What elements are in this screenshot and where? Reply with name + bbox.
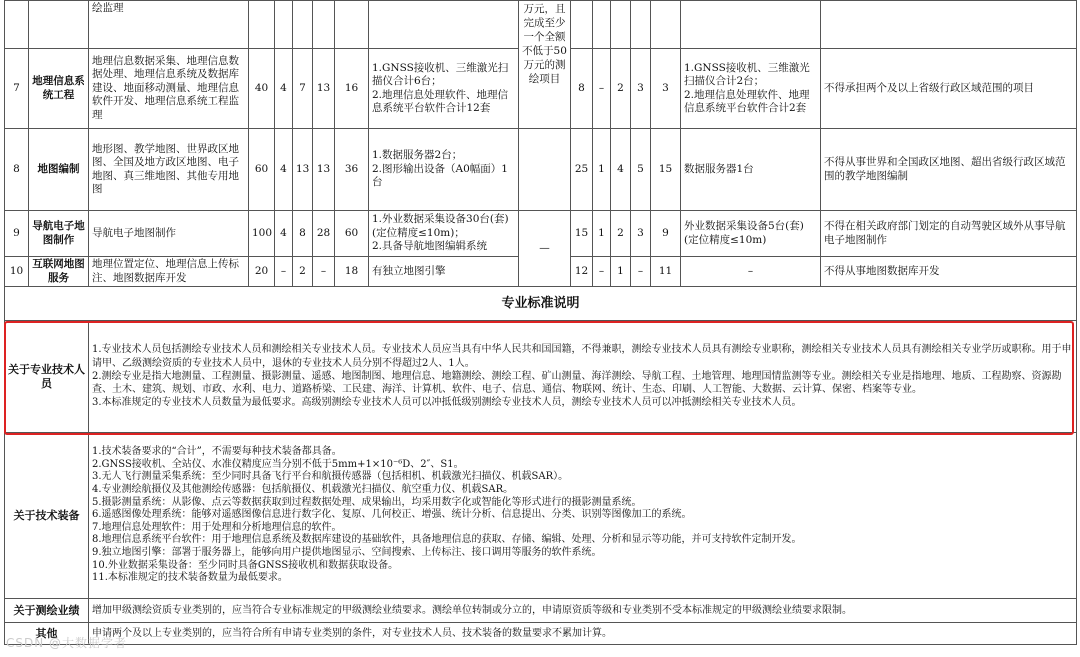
cell	[29, 1, 89, 49]
grade-a-count: 4	[275, 129, 293, 211]
watermark: CSDN @大数据学者	[6, 636, 128, 650]
qualification-standards-table	[4, 0, 1077, 645]
note-line: 3.无人飞行测量采集系统：至少同时具备飞行平台和航摄传感器（包括相机、机载激光扫描仪、机载SAR）。	[92, 471, 569, 483]
cell	[293, 1, 313, 49]
grade-b-count: 3	[631, 211, 651, 257]
note-line: 6.遥感图像处理系统：能够对遥感图像信息进行数字化、复原、几何校正、增强、统计分析、信息提出、分类、识别等图像加工的系统。	[92, 509, 692, 521]
note-line: 2.测绘专业是指大地测量、工程测量、摄影测量、遥感、地图制图、地理信息、地籍测绘、测绘工程、矿山测量、海洋测绘、导航工程、土地管理、地理国情监测等专业。测绘相关专业是指地理、地质、工程勘察、资源勘查、土木、建筑、规划、市政、水利、电力、道路桥梁、工民建、海洋、计算机、软件、电子、信息、通信、物联网、统计、生态、印刷、人工智能、大数据、云计算、保密、档案等专业。	[92, 370, 1062, 396]
note-label: 关于技术装备	[5, 433, 89, 599]
cell	[5, 1, 29, 49]
note-line: 10.外业数据采集设备：至少同时具备GNSS接收机和数据获取设备。	[92, 559, 399, 571]
grade-b-count: 1	[593, 129, 611, 211]
cell	[651, 1, 681, 49]
cell	[369, 1, 519, 49]
grade-b-count: 3	[651, 49, 681, 129]
note-content	[89, 433, 1077, 599]
note-line: 3.本标准规定的专业技术人员数量为最低要求。高级别测绘专业技术人员可以冲抵低级别测绘专业技术人员，测绘专业技术人员可以冲抵测绘相关专业技术人员。	[92, 397, 802, 409]
grade-a-count: 13	[313, 129, 335, 211]
grade-a-count: 40	[249, 49, 275, 129]
performance-note	[519, 129, 571, 211]
row-work-scope: 地形图、教学地图、世界政区地图、全国及地方政区地图、电子地图、真三维地图、其他专用地图	[89, 129, 249, 211]
note-line: 7.地理信息处理软件：用于处理和分析地理信息的软件。	[92, 521, 342, 533]
note-row	[5, 433, 1077, 599]
cell	[275, 1, 293, 49]
grade-a-count: 28	[313, 211, 335, 257]
cell	[681, 1, 821, 49]
cell	[821, 1, 1077, 49]
row-number: 8	[5, 129, 29, 211]
grade-b-equipment: 1.GNSS接收机、三维激光扫描仪合计2台； 2.地理信息处理软件、地理信息系统平台软件合计2套	[681, 49, 821, 129]
row-work-scope: 地理信息数据采集、地理信息数据处理、地理信息系统及数据库建设、地面移动测量、地理信息软件开发、地理信息系统工程监理	[89, 49, 249, 129]
performance-note: —	[519, 211, 571, 287]
row-number: 10	[5, 257, 29, 287]
grade-b-count: 8	[571, 49, 593, 129]
grade-b-count: –	[593, 49, 611, 129]
table-row	[5, 1, 1077, 49]
grade-b-count: 25	[571, 129, 593, 211]
grade-a-count: 13	[293, 129, 313, 211]
note-content: 增加甲级测绘资质专业类别的，应当符合专业标准规定的甲级测绘业绩要求。测绘单位转制或分立的，申请原资质等级和专业类别不受本标准规定的甲级测绘业绩要求限制。	[89, 599, 1077, 623]
cell	[571, 1, 593, 49]
table-row	[5, 211, 1077, 257]
note-row	[5, 623, 1077, 645]
grade-b-count: 3	[631, 49, 651, 129]
grade-b-count: –	[631, 257, 651, 287]
grade-a-equipment: 1.数据服务器2台； 2.图形输出设备（A0幅面）1台	[369, 129, 519, 211]
grade-a-count: –	[313, 257, 335, 287]
grade-a-count: 36	[335, 129, 369, 211]
grade-b-limit: 不得从事地图数据库开发	[821, 257, 1077, 287]
note-content: 申请两个及以上专业类别的，应当符合所有申请专业类别的条件，对专业技术人员、技术装备的数量要求不累加计算。	[89, 623, 1077, 645]
row-number: 9	[5, 211, 29, 257]
grade-b-count: 4	[611, 129, 631, 211]
grade-b-count: 2	[611, 211, 631, 257]
grade-a-equipment: 1.GNSS接收机、三维激光扫描仪合计6台； 2.地理信息处理软件、地理信息系统平台软件合计12套	[369, 49, 519, 129]
grade-a-count: 100	[249, 211, 275, 257]
grade-b-count: 12	[571, 257, 593, 287]
note-line: 5.摄影测量系统：从影像、点云等数据获取到过程数据处理、成果输出，均采用数字化或智能化等形式进行的摄影测量系统。	[92, 496, 642, 508]
grade-b-count: 1	[611, 257, 631, 287]
note-line: 11.本标准规定的技术装备数量为最低要求。	[92, 572, 288, 584]
row-number: 7	[5, 49, 29, 129]
section-title-row	[5, 287, 1077, 321]
note-line: 1.专业技术人员包括测绘专业技术人员和测绘相关专业技术人员。专业技术人员应当具有中华人民共和国国籍，不得兼职，测绘专业技术人员具有测绘专业职称，测绘相关专业技术人员具有测绘相关专业学历或职称。用于申请甲、乙级测绘资质的专业技术人员中，退休的专业技术人员分别不得超过2人、1人。	[92, 344, 1072, 369]
grade-b-limit: 不得在相关政府部门划定的自动驾驶区域外从事导航电子地图制作	[821, 211, 1077, 257]
table-row	[5, 129, 1077, 211]
cell	[313, 1, 335, 49]
grade-b-count: 9	[651, 211, 681, 257]
grade-a-equipment: 1.外业数据采集设备30台(套)(定位精度≤10m)； 2.具备导航地图编辑系统	[369, 211, 519, 257]
row-category: 导航电子地图制作	[29, 211, 89, 257]
grade-b-count: 11	[651, 257, 681, 287]
section-title: 专业标准说明	[5, 287, 1077, 321]
grade-a-count: 13	[313, 49, 335, 129]
grade-a-count: 60	[335, 211, 369, 257]
note-row	[5, 599, 1077, 623]
grade-b-equipment: –	[681, 257, 821, 287]
note-line: 1.技术装备要求的“合计”，不需要每种技术装备都具备。	[92, 446, 342, 458]
grade-b-limit: 不得从事世界和全国政区地图、超出省级行政区域范围的教学地图编制	[821, 129, 1077, 211]
grade-a-count: 18	[335, 257, 369, 287]
grade-a-count: 7	[293, 49, 313, 129]
note-label: 关于测绘业绩	[5, 599, 89, 623]
grade-b-count: 5	[631, 129, 651, 211]
row-work-scope: 绘监理	[89, 1, 249, 49]
grade-a-count: 8	[293, 211, 313, 257]
grade-a-count: 16	[335, 49, 369, 129]
note-row	[5, 321, 1077, 433]
note-line: 8.地理信息系统平台软件：用于地理信息系统及数据库建设的基础软件，具备地理信息的获取、存储、编辑、处理、分析和显示等功能，并可支持软件定制开发。	[92, 534, 802, 546]
note-label: 其他	[5, 623, 89, 645]
cell	[335, 1, 369, 49]
note-content	[89, 321, 1077, 433]
note-line: 2.GNSS接收机、全站仪、水准仪精度应当分别不低于5mm+1×10⁻⁶D、2″、S1。	[92, 458, 464, 470]
row-work-scope: 地理位置定位、地理信息上传标注、地图数据库开发	[89, 257, 249, 287]
grade-b-count: 2	[611, 49, 631, 129]
note-line: 4.专业测绘航摄仪及其他测绘传感器：包括航摄仪、机载激光扫描仪、航空重力仪、机载SAR。	[92, 484, 514, 496]
grade-a-count: 20	[249, 257, 275, 287]
row-category: 地图编制	[29, 129, 89, 211]
row-work-scope: 导航电子地图制作	[89, 211, 249, 257]
cell	[593, 1, 611, 49]
note-label: 关于专业技术人员	[5, 321, 89, 433]
row-category: 地理信息系统工程	[29, 49, 89, 129]
grade-b-equipment: 数据服务器1台	[681, 129, 821, 211]
note-line: 9.独立地图引擎：部署于服务器上，能够向用户提供地图显示、空间搜索、上传标注、接口调用等服务的软件系统。	[92, 546, 602, 558]
cell	[611, 1, 631, 49]
row-category: 互联网地图服务	[29, 257, 89, 287]
grade-a-count: 4	[275, 49, 293, 129]
grade-a-count: 60	[249, 129, 275, 211]
grade-b-count: 15	[651, 129, 681, 211]
performance-note: 万元，且完成至少一个全额不低于50万元的测绘项目	[519, 1, 571, 129]
cell	[631, 1, 651, 49]
grade-b-count: 15	[571, 211, 593, 257]
grade-b-limit: 不得承担两个及以上省级行政区域范围的项目	[821, 49, 1077, 129]
grade-b-equipment: 外业数据采集设备5台(套)(定位精度≤10m)	[681, 211, 821, 257]
grade-a-count: –	[275, 257, 293, 287]
grade-a-count: 4	[275, 211, 293, 257]
cell	[249, 1, 275, 49]
grade-b-count: 1	[593, 211, 611, 257]
grade-b-count: –	[593, 257, 611, 287]
grade-a-count: 2	[293, 257, 313, 287]
grade-a-equipment: 有独立地图引擎	[369, 257, 519, 287]
